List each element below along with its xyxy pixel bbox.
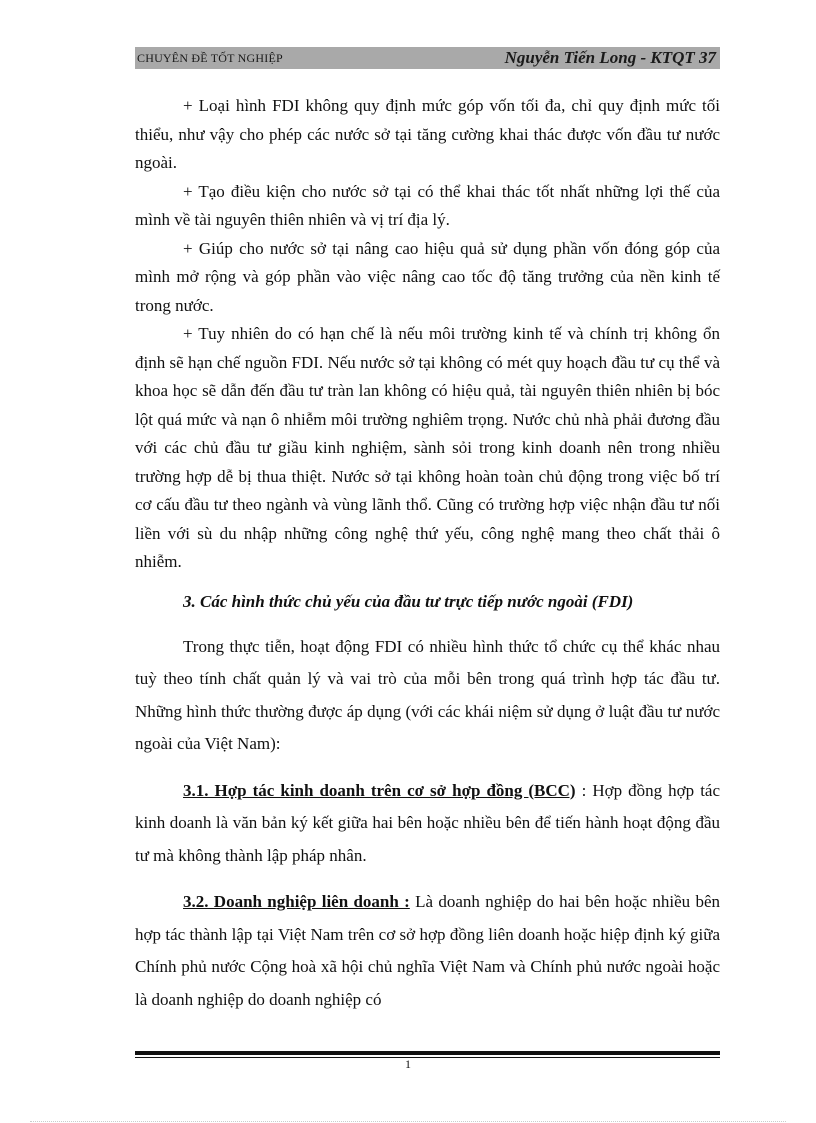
section-3-2-text: Là doanh nghiệp do hai bên hoặc nhiều bên hợp tác thành lập tại Việt Nam trên cơ sở hợp đồng liên doanh hoặc hiệp định ký giữa Chính phủ nước Cộng hoà xã hội chủ nghĩa Việt Nam và Chính phủ nước ngoài hoặc là doanh nghiệp do doanh nghiệp có	[135, 892, 720, 1009]
paragraph-4: + Tuy nhiên do có hạn chế là nếu môi trường kinh tế và chính trị không ổn định sẽ hạn chế nguồn FDI. Nếu nước sở tại không có mét quy hoạch đầu tư cụ thể và khoa học sẽ dẫn đến đầu tư tràn lan không có hiệu quả, tài nguyên thiên nhiên bị bóc lột quá mức và nạn ô nhiễm môi trường nghiêm trọng. Nước chủ nhà phải đương đầu với các chủ đầu tư giầu kinh nghiệm, sành sỏi trong kinh doanh nên trong nhiều trường hợp dễ bị thua thiệt. Nước sở tại không hoàn toàn chủ động trong việc bố trí cơ cấu đầu tư theo ngành và vùng lãnh thổ. Cũng có trường hợp việc nhận đầu tư nối liền với sù du nhập những công nghệ thứ yếu, công nghệ mang theo chất thải ô nhiễm.	[135, 324, 720, 571]
section-3-2-title: 3.2. Doanh nghiệp liên doanh :	[183, 892, 410, 911]
page-bottom-divider	[30, 1121, 786, 1122]
section-3-1	[135, 775, 720, 873]
paragraph-3: + Giúp cho nước sở tại nâng cao hiệu quả sử dụng phần vốn đóng góp của mình mở rộng và góp phần vào việc nâng cao tốc độ tăng trưởng của nền kinh tế trong nước.	[135, 238, 720, 315]
section-3-heading: 3. Các hình thức chủ yếu của đầu tư trực tiếp nước ngoài (FDI)	[183, 591, 634, 611]
header-author: Nguyễn Tiến Long - KTQT 37	[504, 48, 716, 67]
document-body	[135, 92, 720, 1016]
footer-rule-thick	[135, 1051, 720, 1055]
page-number: 1	[405, 1057, 411, 1071]
section-3-2	[135, 886, 720, 1016]
section-3-1-title: 3.1. Hợp tác kinh doanh trên cơ sở hợp đồng (BCC)	[183, 780, 576, 800]
paragraph-1: + Loại hình FDI không quy định mức góp vốn tối đa, chỉ quy định mức tối thiểu, như vậy cho phép các nước sở tại tăng cường khai thác được vốn đầu tư nước ngoài.	[135, 96, 720, 172]
section-3-intro: Trong thực tiễn, hoạt động FDI có nhiều hình thức tổ chức cụ thể khác nhau tuỳ theo tính chất quản lý và vai trò của mỗi bên trong quá trình hợp tác đầu tư. Những hình thức thường được áp dụng (với các khái niệm sử dụng ở luật đầu tư nước ngoài của Việt Nam):	[135, 636, 720, 753]
page-header	[135, 47, 720, 69]
header-document-type: CHUYÊN ĐỀ TỐT NGHIỆP	[137, 50, 283, 65]
paragraph-2: + Tạo điều kiện cho nước sở tại có thể khai thác tốt nhất những lợi thế của mình về tài nguyên thiên nhiên và vị trí địa lý.	[135, 181, 720, 229]
section-3-1-text: : Hợp đồng hợp tác kinh doanh là văn bản ký kết giữa hai bên hoặc nhiều bên để tiến hành hoạt động đầu tư mà không thành lập pháp nhân.	[135, 780, 721, 865]
